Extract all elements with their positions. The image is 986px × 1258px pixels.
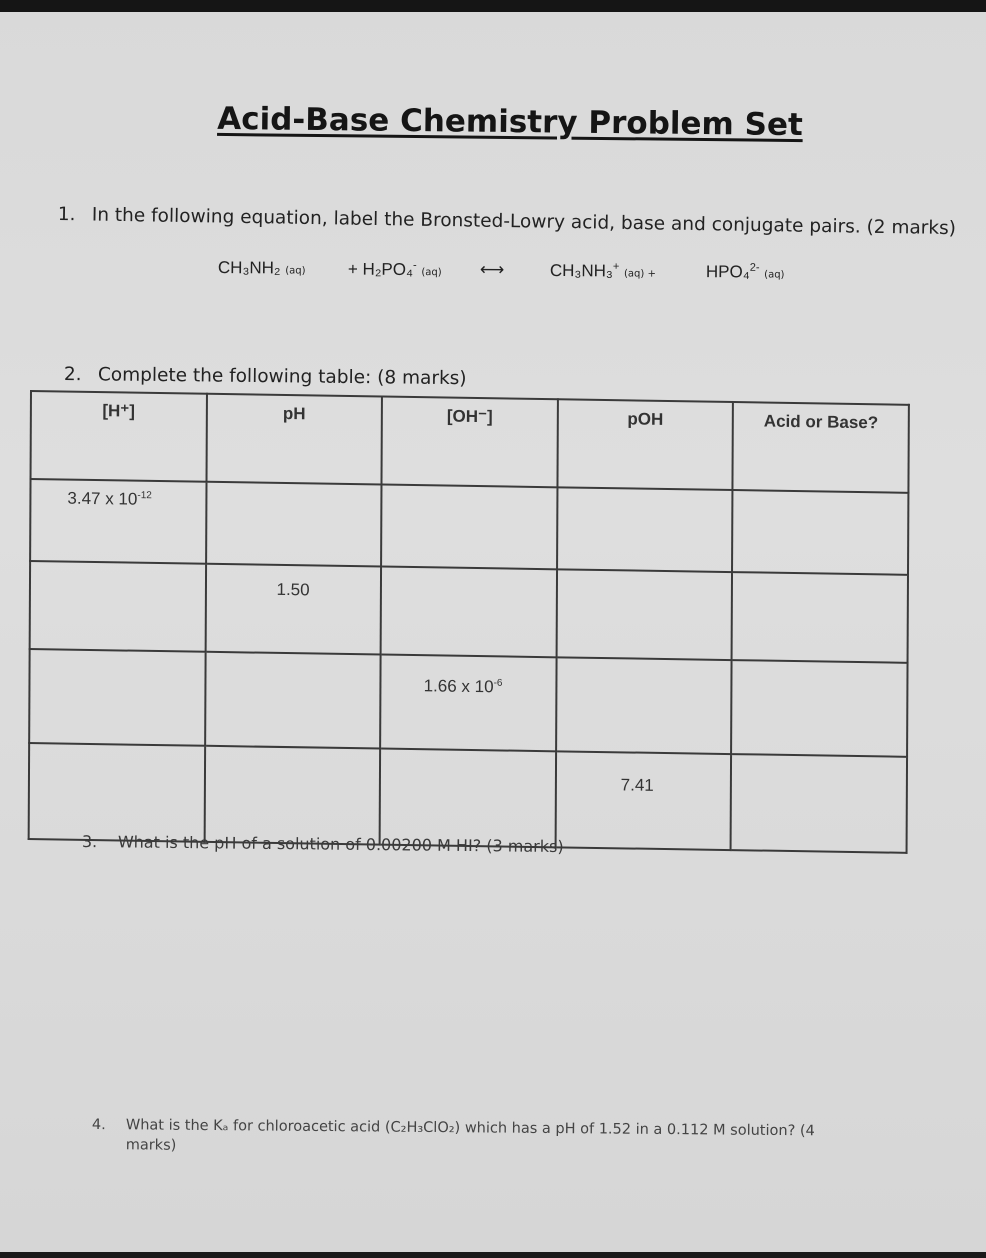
table-cell-acid-base[interactable] xyxy=(731,754,907,853)
table-cell-ph[interactable] xyxy=(206,482,382,567)
top-edge xyxy=(0,0,986,12)
table-cell-poh[interactable] xyxy=(556,657,732,754)
reactant-1-state: (aq) xyxy=(285,265,306,277)
product-1 xyxy=(550,260,656,281)
reactant-1-formula: CH₃NH₂ xyxy=(217,258,281,278)
table-cell-oh[interactable] xyxy=(380,749,556,848)
product-1-formula: CH₃NH₃ xyxy=(549,260,613,281)
product-1-state: (aq) + xyxy=(623,268,656,280)
question-4 xyxy=(92,1115,892,1162)
equilibrium-arrow-icon: ⟷ xyxy=(479,259,505,279)
question-3 xyxy=(82,832,564,856)
product-1-charge: + xyxy=(612,260,620,273)
table-cell-ph[interactable] xyxy=(205,652,381,749)
product-2 xyxy=(706,261,785,282)
product-2-charge: 2- xyxy=(749,261,760,274)
header-oh-concentration: [OH⁻] xyxy=(382,397,558,488)
question-2 xyxy=(64,364,467,389)
table-cell-h[interactable] xyxy=(30,561,206,652)
table-cell-acid-base[interactable] xyxy=(731,660,907,757)
table-row xyxy=(30,561,908,663)
question-2-number: 2. xyxy=(63,364,82,386)
table-cell-poh[interactable] xyxy=(557,487,733,572)
table-cell-oh[interactable] xyxy=(381,567,557,658)
question-1-number: 1. xyxy=(57,204,76,226)
table-cell-h[interactable] xyxy=(29,743,205,842)
question-3-number: 3. xyxy=(81,832,98,852)
table-cell-ph[interactable]: 1.50 xyxy=(205,564,381,655)
bottom-edge xyxy=(0,1252,986,1258)
question-1 xyxy=(58,204,956,239)
table-cell-h[interactable] xyxy=(30,479,206,564)
question-4-text: What is the Kₐ for chloroacetic acid (C₂H₃ClO₂) which has a pH of 1.52 in a 0.112 M solution? (4 xyxy=(125,1117,815,1140)
header-poh: pOH xyxy=(557,399,733,490)
table-cell-acid-base[interactable] xyxy=(732,572,908,663)
question-4-text-continued: marks) xyxy=(125,1137,177,1154)
question-4-number: 4. xyxy=(91,1116,106,1134)
product-2-formula: HPO₄ xyxy=(705,262,750,282)
reactant-2-formula: + H₂PO₄ xyxy=(347,259,414,280)
table-cell-poh[interactable]: 7.41 xyxy=(555,751,731,850)
table-cell-ph[interactable] xyxy=(204,746,380,845)
question-2-text: Complete the following table: (8 marks) xyxy=(97,364,467,390)
reactant-2-charge: - xyxy=(412,259,417,272)
table-cell-oh[interactable] xyxy=(381,485,557,570)
header-acid-or-base: Acid or Base? xyxy=(733,402,909,493)
table-cell-poh[interactable] xyxy=(556,569,732,660)
question-3-text: What is the pH of a solution of 0.00200 M HI? (3 marks) xyxy=(117,832,564,857)
oh-exponent: -6 xyxy=(493,677,503,689)
table-cell-acid-base[interactable] xyxy=(732,490,908,575)
table-cell-h[interactable] xyxy=(29,649,205,746)
table-header-row xyxy=(31,391,909,493)
header-ph: pH xyxy=(206,394,382,485)
page-title: Acid-Base Chemistry Problem Set xyxy=(217,100,803,144)
ph-table-container xyxy=(28,390,940,804)
question-1-text: In the following equation, label the Bronsted-Lowry acid, base and conjugate pairs. (2 marks) xyxy=(91,204,957,240)
header-h-concentration: [H⁺] xyxy=(31,391,207,482)
table-row xyxy=(30,479,908,575)
table-row xyxy=(29,649,907,757)
reactant-1 xyxy=(218,258,306,279)
h-exponent: -12 xyxy=(137,490,152,502)
reactant-2-state: (aq) xyxy=(421,267,442,279)
h-value: 3.47 x 10 xyxy=(67,488,138,509)
product-2-state: (aq) xyxy=(764,269,785,281)
table-cell-oh[interactable] xyxy=(380,655,556,752)
ph-table xyxy=(28,390,910,857)
reactant-2 xyxy=(348,259,442,280)
oh-value: 1.66 x 10 xyxy=(423,676,494,697)
